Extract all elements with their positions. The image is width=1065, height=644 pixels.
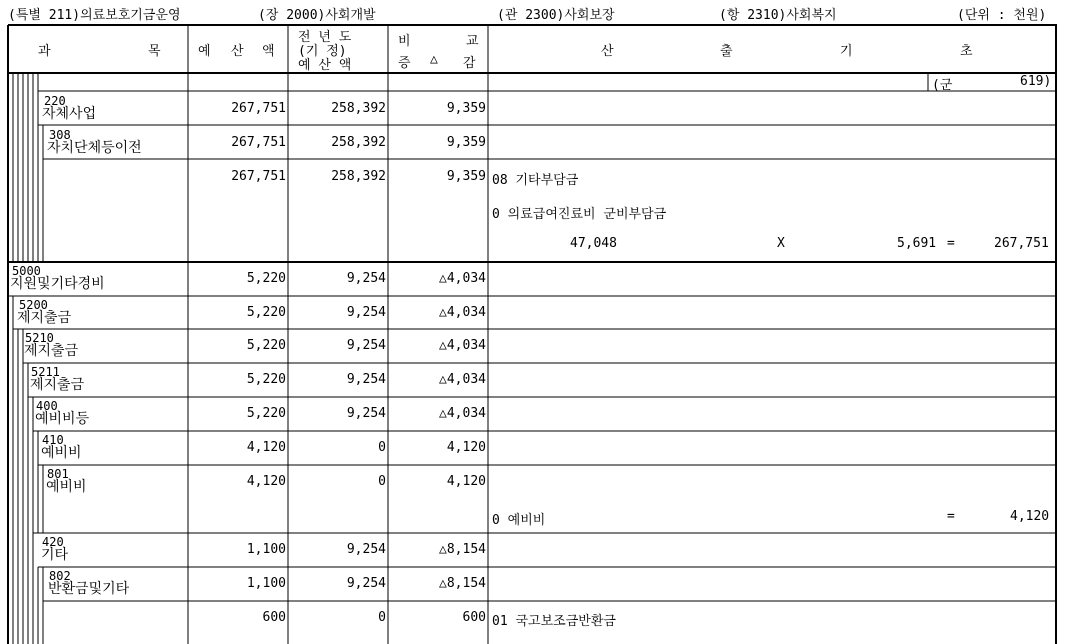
row-diff: △4,034 [439, 338, 486, 353]
row-diff: △4,034 [439, 305, 486, 320]
unit-label: (단위 : 천원) [957, 8, 1047, 23]
group-note-left: (군 [932, 78, 953, 93]
row-diff: △4,034 [439, 372, 486, 387]
basis-times: X [777, 236, 785, 251]
basis-line: 08 기타부담금 [492, 173, 579, 188]
basis-value: 4,120 [1010, 509, 1050, 524]
row-prev: 9,254 [346, 406, 386, 421]
col-budget-2: 산 [231, 44, 244, 59]
col-basis-4: 초 [960, 44, 973, 59]
row-budget: 267,751 [231, 101, 286, 116]
row-name: 제지출금 [30, 377, 85, 393]
basis-line: 01 국고보조금반환금 [492, 614, 616, 629]
row-code: 5200 [19, 298, 48, 312]
basis-line: 0 의료급여진료비 군비부담금 [492, 207, 667, 222]
row-prev: 0 [378, 610, 386, 625]
row-name: 기타 [41, 547, 69, 563]
basis-value: 47,048 [570, 236, 617, 251]
row-prev: 9,254 [346, 338, 386, 353]
row-diff: 9,359 [446, 101, 486, 116]
chapter-title: (장 2000)사회개발 [258, 8, 376, 23]
row-prev: 9,254 [346, 576, 386, 591]
row-name: 반환금및기타 [48, 581, 130, 597]
row-prev: 9,254 [346, 542, 386, 557]
row-budget: 5,220 [246, 338, 286, 353]
row-budget: 267,751 [231, 169, 286, 184]
row-budget: 600 [262, 610, 286, 625]
row-code: 308 [49, 128, 71, 142]
basis-equals: = [947, 236, 955, 251]
row-budget: 1,100 [246, 576, 286, 591]
basis-value: 267,751 [994, 236, 1049, 251]
row-prev: 258,392 [331, 101, 386, 116]
row-name: 예비비 [46, 479, 87, 495]
row-diff: 4,120 [446, 474, 486, 489]
row-diff: 4,120 [446, 440, 486, 455]
row-code: 802 [49, 569, 71, 583]
row-budget: 5,220 [246, 271, 286, 286]
section-title: (관 2300)사회보장 [497, 8, 615, 23]
row-budget: 1,100 [246, 542, 286, 557]
row-code: 5211 [31, 365, 60, 379]
group-note-right: 619) [1020, 74, 1052, 89]
col-prev-3: 예 산 액 [298, 58, 352, 73]
row-diff: 9,359 [446, 169, 486, 184]
row-budget: 5,220 [246, 305, 286, 320]
fund-title: (특별 211)의료보호기금운영 [8, 8, 181, 23]
row-budget: 267,751 [231, 135, 286, 150]
basis-value: 5,691 [897, 236, 937, 251]
row-prev: 0 [378, 474, 386, 489]
row-name: 예비비등 [35, 411, 90, 427]
col-compare-5: 감 [463, 56, 476, 71]
row-name: 지원및기타경비 [10, 276, 105, 292]
row-code: 400 [36, 399, 58, 413]
row-diff: △8,154 [439, 576, 486, 591]
row-code: 220 [44, 94, 66, 108]
col-basis-3: 기 [840, 44, 853, 59]
row-diff: 600 [462, 610, 486, 625]
col-budget-3: 액 [262, 44, 275, 59]
col-compare-3: 증 [398, 56, 411, 71]
basis-equals: = [947, 509, 955, 524]
col-budget-1: 예 [198, 44, 211, 59]
row-prev: 258,392 [331, 135, 386, 150]
col-compare-2: 교 [466, 34, 479, 49]
row-budget: 4,120 [246, 474, 286, 489]
col-subject-2: 목 [148, 44, 161, 59]
col-basis-2: 출 [720, 44, 733, 59]
col-prev-1: 전 년 도 [298, 30, 352, 45]
row-prev: 9,254 [346, 271, 386, 286]
row-prev: 258,392 [331, 169, 386, 184]
basis-line: 0 예비비 [492, 513, 546, 528]
col-subject-1: 과 [38, 44, 51, 59]
row-prev: 0 [378, 440, 386, 455]
col-compare-4: △ [430, 52, 438, 67]
row-prev: 9,254 [346, 305, 386, 320]
col-basis-1: 산 [601, 44, 614, 59]
col-compare-1: 비 [398, 34, 411, 49]
row-budget: 4,120 [246, 440, 286, 455]
row-budget: 5,220 [246, 372, 286, 387]
row-code: 410 [42, 433, 64, 447]
row-name: 제지출금 [17, 310, 72, 326]
row-code: 5000 [12, 264, 41, 278]
item-title: (항 2310)사회복지 [719, 8, 837, 23]
row-name: 예비비 [41, 445, 82, 461]
row-diff: △8,154 [439, 542, 486, 557]
row-code: 5210 [25, 331, 54, 345]
row-diff: 9,359 [446, 135, 486, 150]
row-prev: 9,254 [346, 372, 386, 387]
row-code: 420 [42, 535, 64, 549]
row-name: 제지출금 [24, 343, 79, 359]
col-prev-2: (기 정) [298, 44, 347, 59]
row-budget: 5,220 [246, 406, 286, 421]
row-diff: △4,034 [439, 406, 486, 421]
row-code: 801 [47, 467, 69, 481]
row-diff: △4,034 [439, 271, 486, 286]
row-name: 자치단체등이전 [47, 140, 142, 156]
row-name: 자체사업 [42, 106, 97, 122]
